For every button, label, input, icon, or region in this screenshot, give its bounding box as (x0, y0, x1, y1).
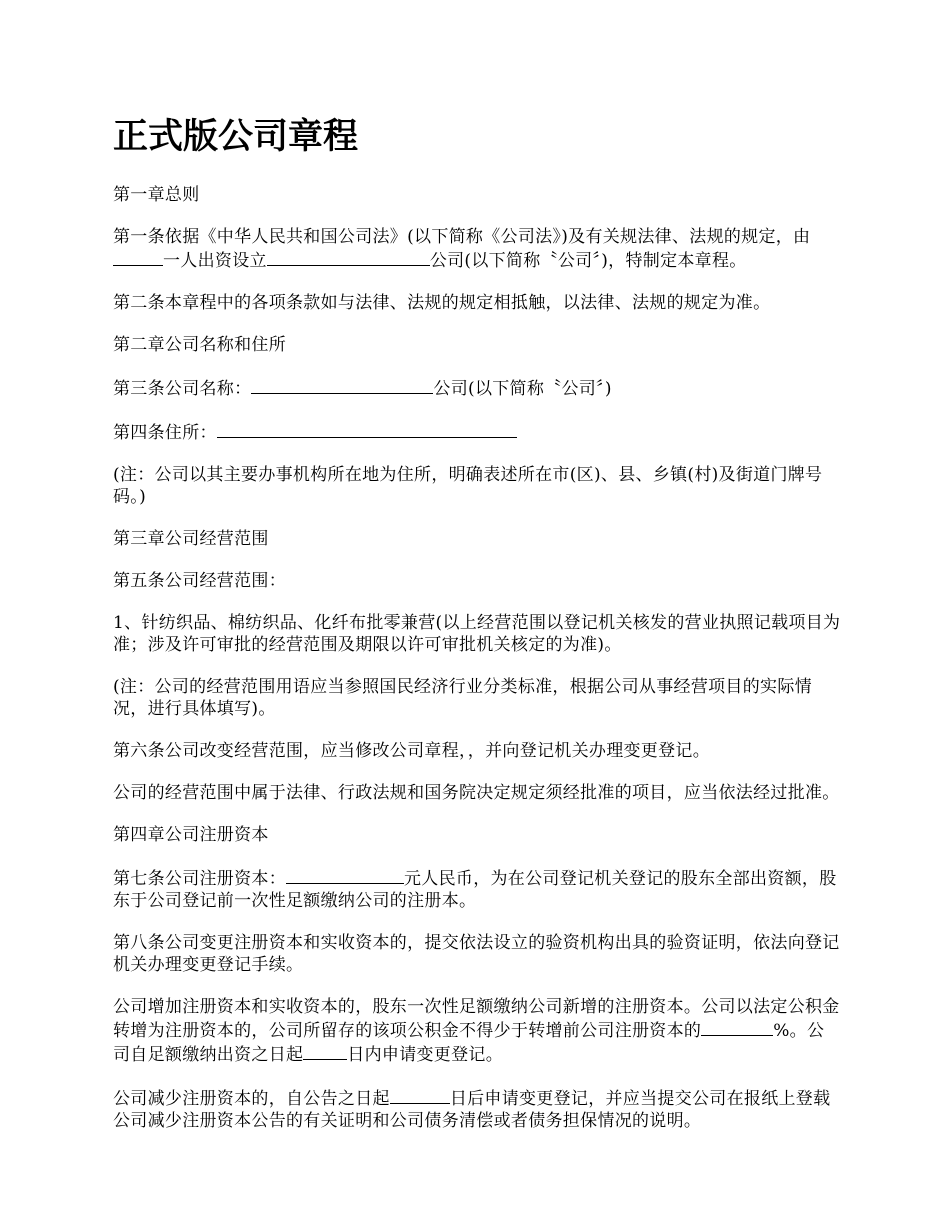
article-3: 第三条公司名称： 公司(以下简称〝公司〞) (113, 376, 841, 400)
capital-increase-para: 公司增加注册资本和实收资本的，股东一次性足额缴纳公司新增的注册资本。公司以法定公积金转增为注册资本的，公司所留存的该项公积金不得少于转增前公司注册资本的 %。公司自足额缴纳出资之日起 日内申请变更登记。 (113, 997, 840, 1065)
document-title: 正式版公司章程 (113, 117, 359, 157)
blank-registered-capital[interactable] (286, 866, 404, 884)
blank-company-name-2[interactable] (251, 376, 433, 394)
article-6-continued: 公司的经营范围中属于法律、行政法规和国务院决定规定须经批准的项目，应当依法经过批准。 (113, 783, 840, 803)
blank-days-2[interactable] (390, 1086, 450, 1104)
article-1: 第一条依据《中华人民共和国公司法》(以下简称《公司法》)及有关规法律、法规的规定，由一人出资设立 公司(以下简称〝公司〞)，特制定本章程。 (113, 227, 811, 271)
chapter-1-heading: 第一章总则 (113, 185, 200, 205)
capital-decrease-para: 公司减少注册资本的，自公告之日起 日后申请变更登记，并应当提交公司在报纸上登载公司减少注册资本公告的有关证明和公司债务清偿或者债务担保情况的说明。 (113, 1086, 841, 1132)
business-scope-item: 1、针纺织品、棉纺织品、化纤布批零兼营(以上经营范围以登记机关核发的营业执照记载项目为准；涉及许可审批的经营范围及期限以许可审批机关核定的为准)。 (113, 613, 841, 655)
article-2: 第二条本章程中的各项条款如与法律、法规的规定相抵触，以法律、法规的规定为准。 (113, 293, 771, 313)
chapter-4-heading: 第四章公司注册资本 (113, 825, 269, 845)
blank-percent-1[interactable] (701, 1018, 737, 1036)
blank-address[interactable] (217, 420, 517, 438)
blank-percent-2[interactable] (737, 1018, 773, 1036)
article-7: 第七条公司注册资本： 元人民币，为在公司登记机关登记的股东全部出资额，股东于公司登记前一次性足额缴纳公司的注册本。 (113, 866, 841, 912)
blank-investor[interactable] (113, 248, 163, 266)
note-address: (注：公司以其主要办事机构所在地为住所，明确表述所在市(区)、县、乡镇(村)及街道门牌号码。) (113, 465, 823, 507)
article-4: 第四条住所： (113, 420, 841, 444)
blank-days[interactable] (303, 1042, 347, 1060)
note-business-scope: (注：公司的经营范围用语应当参照国民经济行业分类标准，根据公司从事经营项目的实际情况，进行具体填写)。 (113, 677, 812, 719)
article-5: 第五条公司经营范围： (113, 571, 286, 591)
blank-company-name[interactable] (267, 248, 430, 266)
chapter-2-heading: 第二章公司名称和住所 (113, 335, 286, 355)
article-8: 第八条公司变更注册资本和实收资本的，提交依法设立的验资机构出具的验资证明，依法向登记机关办理变更登记手续。 (113, 933, 840, 975)
article-6: 第六条公司改变经营范围，应当修改公司章程，，并向登记机关办理变更登记。 (113, 741, 710, 761)
chapter-3-heading: 第三章公司经营范围 (113, 529, 269, 549)
document-page (113, 0, 841, 1132)
